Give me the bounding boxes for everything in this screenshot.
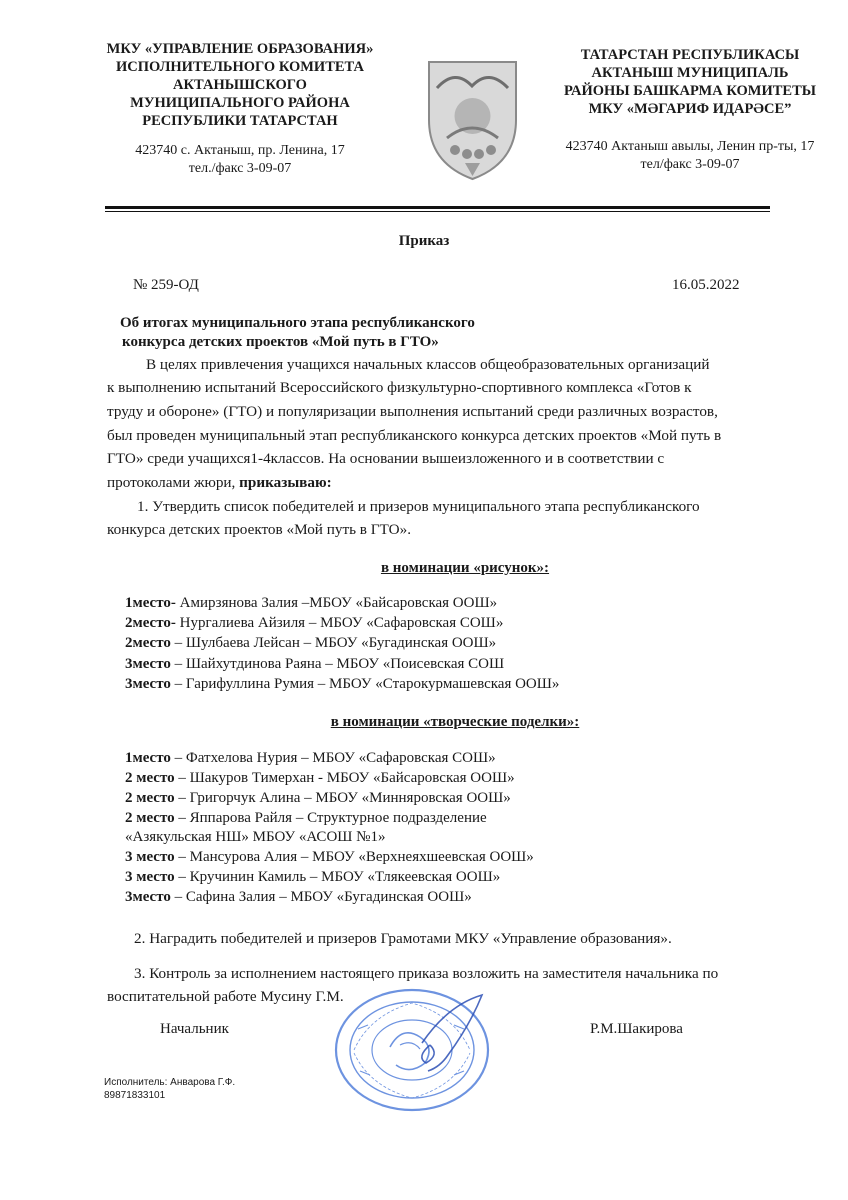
signatory-name: Р.М.Шакирова	[590, 1021, 683, 1037]
list-item: 2место – Шулбаева Лейсан – МБОУ «Бугадинская ООШ»	[125, 635, 497, 651]
executor-info: Исполнитель: Анварова Г.Ф. 89871833101	[104, 1077, 236, 1101]
nomination-crafts-heading: в номинации «творческие поделки»:	[330, 714, 580, 730]
preamble-line-1: В целях привлечения учащихся начальных классов общеобразовательных организаций	[146, 356, 710, 373]
list-item: 2 место – Шакуров Тимерхан - МБОУ «Байсаровская ООШ»	[125, 770, 515, 786]
list-item: 1место- Амирзянова Залия –МБОУ «Байсаровская ООШ»	[125, 595, 498, 611]
signatory-position: Начальник	[160, 1021, 229, 1037]
item3-line-1: 3. Контроль за исполнением настоящего приказа возложить на заместителя начальника по	[134, 965, 719, 982]
doc-number: № 259-ОД	[133, 277, 199, 293]
doc-type: Приказ	[398, 233, 450, 249]
item2: 2. Наградить победителей и призеров Грамотами МКУ «Управление образования».	[134, 930, 672, 947]
list-item: 2 место – Григорчук Алина – МБОУ «Минняровская ООШ»	[125, 790, 511, 806]
org-name-tt: ТАТАРСТАН РЕСПУБЛИКАСЫ АКТАНЫШ МУНИЦИПАЛЬ РАЙОНЫ БАШКАРМА КОМИТЕТЫ МКУ «МӘГАРИФ ИДАРӘСЕ”	[564, 47, 816, 117]
official-seal-stamp	[330, 985, 495, 1115]
list-item: 3место – Сафина Залия – МБОУ «Бугадинская ООШ»	[125, 889, 472, 905]
list-item: 2место- Нургалиева Айзиля – МБОУ «Сафаровская СОШ»	[125, 615, 504, 631]
list-item: 3 место – Кручинин Камиль – МБОУ «Тлякеевская ООШ»	[125, 869, 501, 885]
preamble-line-3: труду и обороне» (ГТО) и популяризации выполнения испытаний среди различных возрастов,	[107, 403, 718, 420]
nomination-drawing-heading: в номинации «рисунок»:	[380, 560, 550, 576]
org-name-ru: МКУ «УПРАВЛЕНИЕ ОБРАЗОВАНИЯ» ИСПОЛНИТЕЛЬНОГО КОМИТЕТА АКТАНЫШСКОГО МУНИЦИПАЛЬНОГО РАЙОНА РЕСПУБЛИКИ ТАТАРСТАН	[106, 41, 374, 129]
list-item: 3 место – Мансурова Алия – МБОУ «Верхнеяхшеевская ООШ»	[125, 849, 534, 865]
order-word: приказываю:	[239, 474, 332, 491]
coat-of-arms-emblem	[425, 58, 520, 183]
list-item: «Азякульская НШ» МБОУ «АСОШ №1»	[125, 829, 386, 845]
header-divider-thick	[105, 206, 770, 209]
list-item: 2 место – Яппарова Райля – Структурное подразделение	[125, 810, 487, 826]
item3-line-2: воспитательной работе Мусину Г.М.	[107, 988, 344, 1005]
header-right	[560, 46, 820, 174]
address-tt: 423740 Актаныш авылы, Ленин пр-ты, 17 тел/факс 3-09-07	[565, 139, 815, 172]
item1-line-1: 1. Утвердить список победителей и призеров муниципального этапа республиканского	[137, 498, 700, 515]
doc-date: 16.05.2022	[672, 277, 740, 293]
item1-line-2: конкурса детских проектов «Мой путь в ГТО».	[107, 521, 411, 538]
address-ru: 423740 с. Актаныш, пр. Ленина, 17 тел./факс 3-09-07	[135, 143, 345, 176]
list-item: 1место – Фатхелова Нурия – МБОУ «Сафаровская СОШ»	[125, 750, 496, 766]
preamble-line-2: к выполнению испытаний Всероссийского физкультурно-спортивного комплекса «Готов к	[107, 379, 692, 396]
header-divider-thin	[105, 211, 770, 212]
list-item: 3место – Гарифуллина Румия – МБОУ «Старокурмашевская ООШ»	[125, 676, 560, 692]
doc-subject: Об итогах муниципального этапа республиканского конкурса детских проектов «Мой путь в ГТО»	[120, 315, 475, 350]
list-item: 3место – Шайхутдинова Раяна – МБОУ «Поисевская СОШ	[125, 656, 505, 672]
preamble-line-5: ГТО» среди учащихся1-4классов. На основании вышеизложенного и в соответствии с	[107, 450, 665, 467]
preamble-line-6: протоколами жюри, приказываю:	[107, 474, 332, 491]
header-left	[70, 40, 410, 178]
preamble-line-4: был проведен муниципальный этап республиканского конкурса детских проектов «Мой путь в	[107, 427, 722, 444]
